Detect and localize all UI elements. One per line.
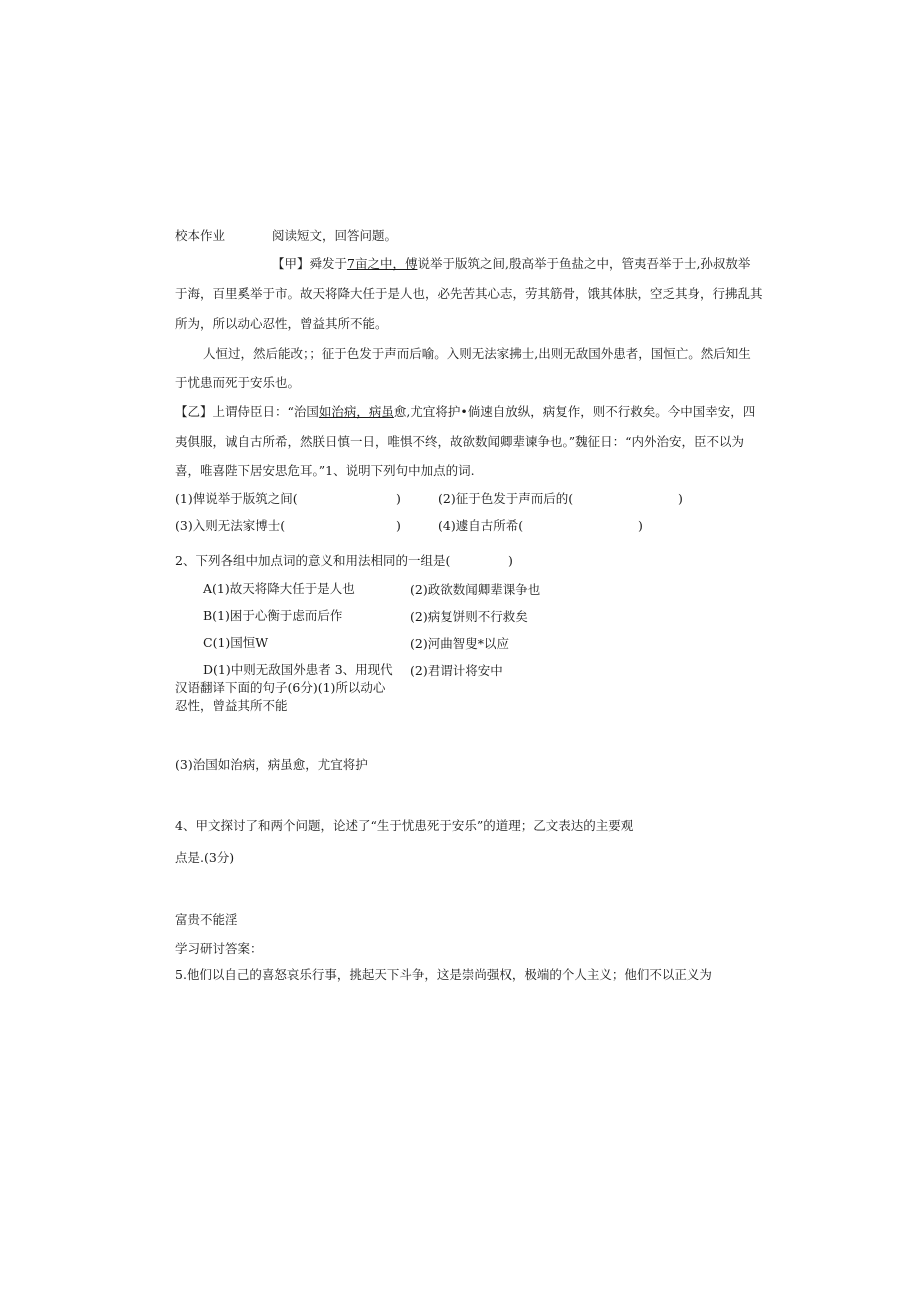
- q1-item-2-close: ): [678, 491, 683, 506]
- q2-option-d-right: (2)君谓计将安中: [410, 663, 503, 678]
- q1-item-4: (4)遽自古所希(: [438, 518, 524, 533]
- q1-item-1: (1)俾说举于版筑之间(: [175, 491, 298, 506]
- q2-option-d-left-line-1: D(1)中则无敌国外患者 3、用现代: [203, 662, 393, 677]
- q3-sub-3: (3)治国如治病，病虽愈，尤宜将护: [175, 757, 368, 772]
- passage-a-underlined: 7亩之中，傅: [347, 256, 418, 271]
- q1-item-2: (2)征于色发于声而后的(: [438, 491, 574, 506]
- passage-a-line-3: 所为，所以动心忍性，曾益其所不能。: [175, 316, 388, 331]
- passage-a-line-2: 于海，百里奚举于市。故天将降大任于是人也，必先苦其心志，劳其筋骨，饿其体肤，空乏其身，行拂乱其: [175, 286, 763, 301]
- passage-b-line-3: 喜，唯喜陛下居安思危耳。”1、说明下列句中加点的词.: [175, 463, 475, 478]
- q2-stem: 2、下列各组中加点词的意义和用法相同的一组是(: [175, 553, 451, 568]
- instruction: 阅读短文，回答问题。: [272, 228, 398, 243]
- q2-option-a-right: (2)政欲数闻卿辈课争也: [410, 582, 541, 597]
- answers-label: 学习研讨答案：: [175, 941, 263, 956]
- q2-option-c-left: C(1)国恒W: [203, 635, 269, 650]
- q1-item-3-close: ): [396, 518, 401, 533]
- q2-option-a-left: A(1)故天将降大任于是人也: [203, 581, 355, 596]
- passage-b-line-1-start: 【乙】上谓侍臣日：“治国: [175, 404, 319, 419]
- q2-option-c-right: (2)河曲智叟*以应: [410, 636, 509, 651]
- q2-option-d-left-line-2: 汉语翻译下面的句子(6分)(1)所以动心: [175, 680, 386, 695]
- q2-option-b-right: (2)病复饼则不行救矣: [410, 609, 528, 624]
- passage-a-line-1: [272, 256, 750, 272]
- passage-b-underlined: 如治病，病虽: [318, 404, 394, 419]
- section-title: 富贵不能淫: [175, 912, 238, 927]
- q4-line-2: 点是.(3分): [175, 850, 235, 865]
- passage-a-line-4: 人恒过，然后能改；；征于色发于声而后喻。入则无法家拂士,出则无敌国外患者，国恒亡。然后知生: [203, 346, 751, 361]
- header-label: 校本作业: [175, 228, 226, 243]
- passage-a-line-1-start: 【甲】舜发于: [272, 256, 348, 271]
- passage-a-line-1-end: 说举于版筑之间,殷高举于鱼盐之中，管夷吾举于士,孙叔敖举: [417, 256, 751, 271]
- q1-item-4-close: ): [638, 518, 643, 533]
- q2-stem-close: ): [508, 553, 513, 568]
- q1-item-1-close: ): [396, 491, 401, 506]
- passage-b-line-1-end: 愈,尤宜将护•倘速自放纵，病复作，则不行救矣。今中国幸安，四: [393, 404, 756, 419]
- q1-item-3: (3)入则无法家博士(: [175, 518, 286, 533]
- q4-line-1: 4、甲文探讨了和两个问题，论述了“生于忧患死于安乐”的道理；乙文表达的主要观: [175, 818, 634, 833]
- q2-option-d-left-line-3: 忍性，曾益其所不能: [175, 698, 288, 713]
- answer-5: 5.他们以自己的喜怒哀乐行事，挑起天下斗争，这是崇尚强权，极端的个人主义；他们不以正义为: [175, 967, 712, 982]
- passage-b-line-2: 夷俱服，诚自古所希，然朕日慎一日，唯惧不终，故欲数闻卿辈谏争也。”魏征日：“内外治安，臣不以为: [175, 434, 745, 449]
- passage-a-line-5: 于忧患而死于安乐也。: [175, 375, 301, 390]
- passage-b-line-1: [175, 404, 755, 420]
- q2-option-b-left: B(1)困于心衡于虑而后作: [203, 608, 343, 623]
